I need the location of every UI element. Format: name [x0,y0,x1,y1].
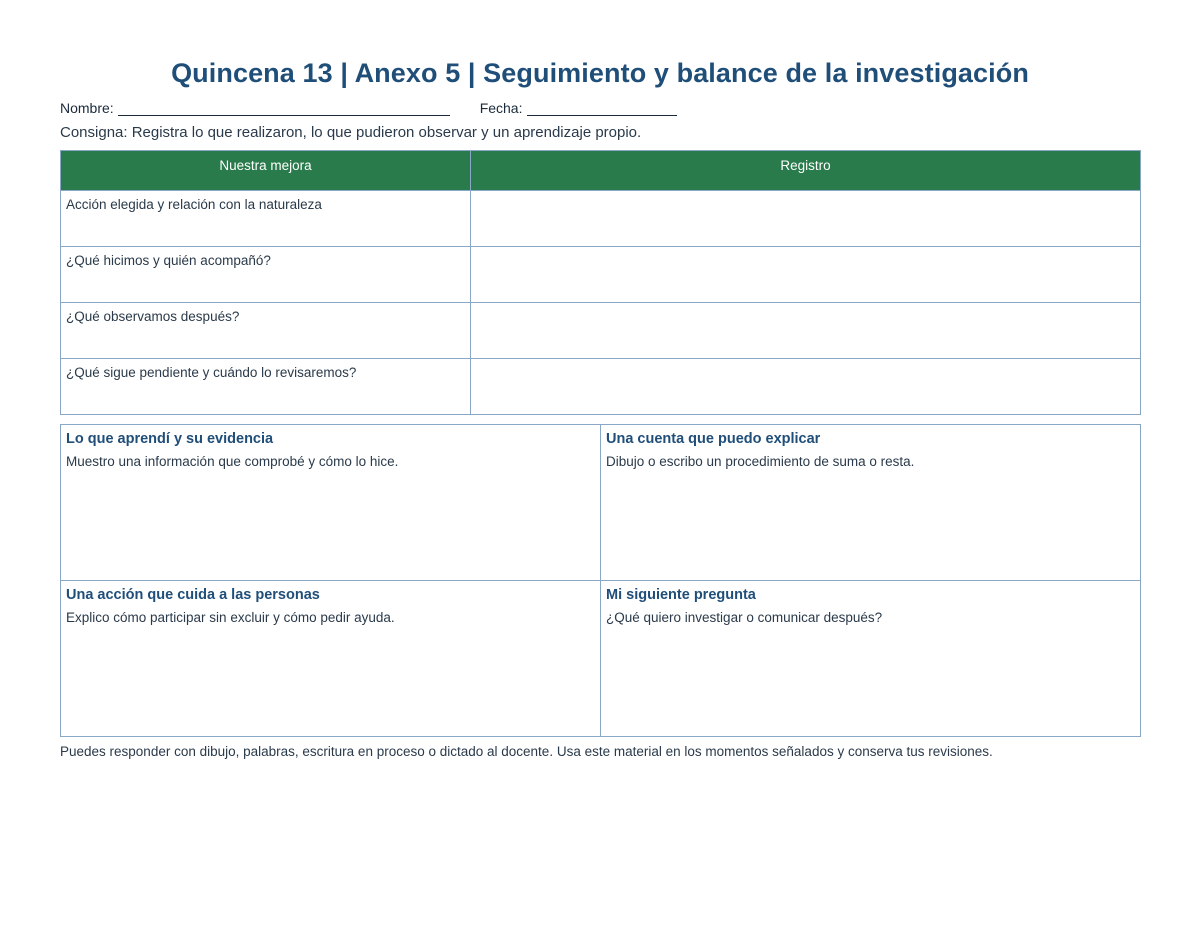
box-instruction: Explico cómo participar sin excluir y cómo pedir ayuda. [66,610,395,625]
table-header-row [61,151,1141,191]
box-title: Mi siguiente pregunta [606,587,756,603]
box-instruction: Muestro una información que comprobé y cómo lo hice. [66,454,399,469]
row-answer-cell[interactable] [471,191,1141,247]
box-title: Una cuenta que puedo explicar [606,431,821,447]
row-prompt: ¿Qué hicimos y quién acompañó? [61,247,471,303]
tracking-table [60,150,1141,415]
box-instruction: ¿Qué quiero investigar o comunicar después? [606,610,883,625]
row-prompt: ¿Qué observamos después? [61,303,471,359]
student-info-line [60,100,677,116]
instruction-text: Consigna: Registra lo que realizaron, lo que pudieron observar y un aprendizaje propio. [60,124,642,141]
reflection-box-learning[interactable] [61,425,601,581]
date-label: Fecha: [479,100,523,116]
box-instruction: Dibujo o escribo un procedimiento de suma o resta. [606,454,915,469]
reflection-grid [60,424,1141,737]
row-prompt: Acción elegida y relación con la naturaleza [61,191,471,247]
name-field[interactable] [118,101,450,116]
table-row [61,359,1141,415]
reflection-box-care[interactable] [61,581,601,736]
footnote: Puedes responder con dibujo, palabras, escritura en proceso o dictado al docente. Usa este material en los momentos señalados y conserva tus revisiones. [60,744,993,759]
table-row [61,191,1141,247]
column-header-improvement: Nuestra mejora [61,151,471,191]
row-answer-cell[interactable] [471,359,1141,415]
name-label: Nombre: [60,100,114,116]
table-row [61,247,1141,303]
column-header-record: Registro [471,151,1141,191]
box-title: Una acción que cuida a las personas [66,587,320,603]
date-field[interactable] [527,101,677,116]
page-title: Quincena 13 | Anexo 5 | Seguimiento y balance de la investigación [171,58,1029,88]
box-title: Lo que aprendí y su evidencia [66,431,274,447]
reflection-box-math[interactable] [601,425,1140,581]
row-answer-cell[interactable] [471,247,1141,303]
reflection-box-next-question[interactable] [601,581,1140,736]
table-row [61,303,1141,359]
row-answer-cell[interactable] [471,303,1141,359]
row-prompt: ¿Qué sigue pendiente y cuándo lo revisaremos? [61,359,471,415]
